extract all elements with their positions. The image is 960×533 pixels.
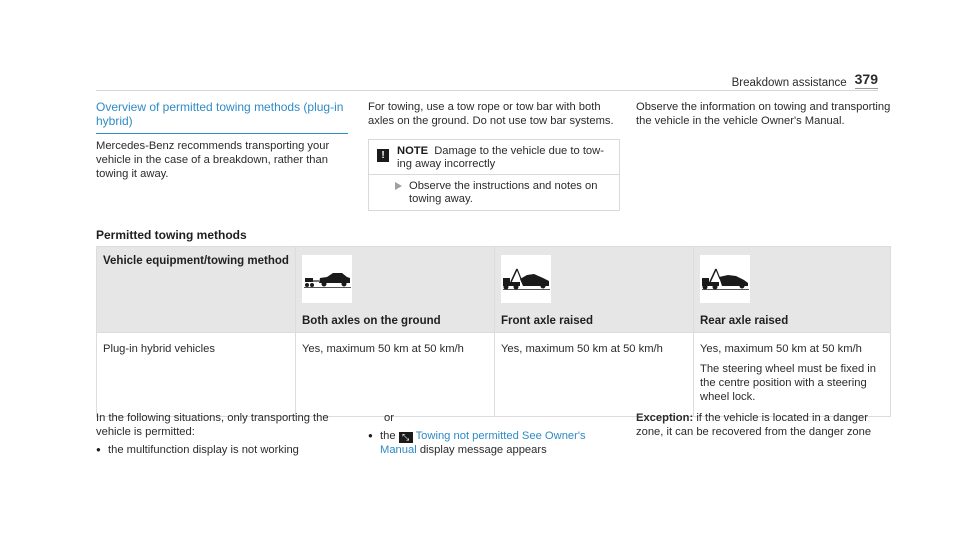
- towing-info-text: For towing, use a tow rope or tow bar with both axles on the ground. Do not use tow bar systems.: [368, 101, 614, 127]
- note-action: [395, 180, 613, 206]
- note-label: NOTE: [397, 145, 429, 157]
- bullet-suffix: display message appears: [419, 444, 547, 456]
- bullet-prefix: the: [380, 430, 396, 442]
- or-text: or: [384, 412, 394, 424]
- tow-truck-front-raised-icon: [501, 255, 551, 303]
- observe-text: Observe the information on towing and transporting the vehicle in the vehicle Owner's Manual.: [636, 101, 891, 127]
- header-rear-raised: [694, 247, 891, 333]
- cell-vehicle: Plug-in hybrid vehicles: [97, 333, 296, 417]
- display-message: Towing not permitted See Owner's Manual: [380, 430, 586, 456]
- column-label: Front axle raised: [501, 315, 594, 327]
- section-title: Overview of permitted towing methods (plug-in hybrid): [96, 100, 348, 134]
- bullet-text: the multifunction display is not working: [108, 444, 299, 456]
- header-front-raised: [495, 247, 694, 333]
- bullet-icon: ●: [368, 431, 373, 440]
- overview-intro: Mercedes-Benz recommends transporting your vehicle in the case of a breakdown, rather than towing it away.: [96, 140, 330, 180]
- exception-text: if the vehicle is located in a danger zone, it can be recovered from the danger zone: [636, 412, 872, 438]
- car-towed-both-axles-icon: [302, 255, 352, 303]
- header-both-axles: [296, 247, 495, 333]
- cell-rear-raised: [694, 333, 891, 417]
- cell-rear-value: Yes, maximum 50 km at 50 km/h: [700, 343, 862, 355]
- permitted-heading: Permitted towing methods: [96, 228, 247, 242]
- bullet-icon: ●: [96, 445, 101, 454]
- column-label: Both axles on the ground: [302, 315, 441, 327]
- cell-rear-note: The steering wheel must be fixed in the centre position with a steering wheel lock.: [700, 363, 876, 403]
- list-item: [368, 429, 624, 457]
- table-row: [97, 333, 891, 417]
- header-divider: [96, 90, 878, 91]
- header-label: Vehicle equipment/towing method: [103, 255, 289, 267]
- transport-section-cont: [368, 411, 624, 457]
- tow-truck-rear-raised-icon: [700, 255, 750, 303]
- note-content: [397, 145, 613, 171]
- exception-label: Exception:: [636, 412, 694, 424]
- note-action-text: Observe the instructions and notes on towing away.: [409, 180, 598, 205]
- cell-both-axles: Yes, maximum 50 km at 50 km/h: [296, 333, 495, 417]
- transport-intro: In the following situations, only transporting the vehicle is permitted:: [96, 412, 329, 438]
- table-header-row: [97, 247, 891, 333]
- list-item: [96, 443, 352, 457]
- action-arrow-icon: [395, 182, 402, 190]
- note-header: [369, 140, 619, 175]
- running-header: [732, 71, 878, 89]
- tow-warning-icon: ⤡: [399, 432, 413, 443]
- header-vehicle-equipment: [97, 247, 296, 333]
- cell-front-raised: Yes, maximum 50 km at 50 km/h: [495, 333, 694, 417]
- column-label: Rear axle raised: [700, 315, 789, 327]
- section-name: Breakdown assistance: [731, 77, 847, 89]
- bullet-content: [380, 429, 624, 457]
- note-text: Damage to the vehicle due to towing away incorrectly: [397, 145, 604, 170]
- page-number: 379: [854, 71, 878, 87]
- transport-section: [96, 411, 352, 457]
- warning-icon: !: [377, 149, 389, 162]
- exception-section: [636, 411, 892, 439]
- towing-methods-table: [96, 246, 891, 417]
- note-box: [368, 139, 620, 211]
